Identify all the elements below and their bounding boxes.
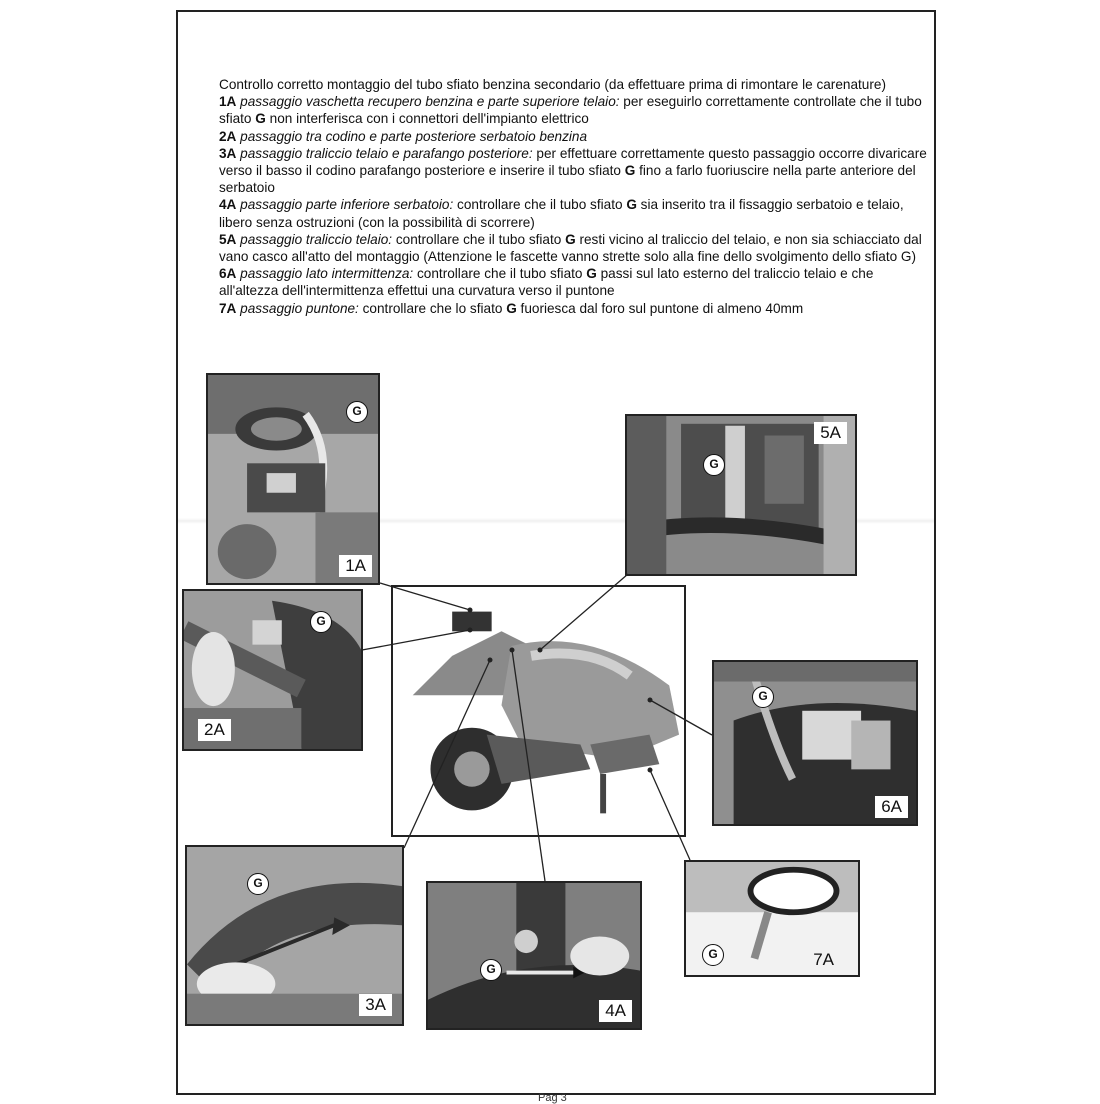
- step-title: passaggio puntone:: [240, 300, 359, 316]
- g-marker: G: [702, 944, 724, 966]
- step-text: per eseguirlo correttamente controllate che il tubo sfiato: [219, 94, 922, 127]
- step-code: 1A: [219, 94, 237, 110]
- photo-label: 6A: [875, 796, 908, 818]
- g-marker: G: [310, 611, 332, 633]
- step-text: fuoriesca dal foro sul puntone di almeno 40mm: [516, 300, 804, 316]
- step-text: non interferisca con i connettori dell'impianto elettrico: [265, 111, 589, 127]
- step-text: fino a farlo fuoriuscire nella parte anteriore del serbatoio: [219, 163, 916, 196]
- photo-6a: [712, 660, 918, 826]
- step-text: controllare che il tubo sfiato: [453, 197, 627, 213]
- step-title: passaggio lato intermittenza:: [240, 266, 414, 282]
- instructions-text: [219, 76, 931, 317]
- g-marker: G: [346, 401, 368, 423]
- photo-1a: [206, 373, 380, 585]
- step-g: G: [506, 300, 517, 316]
- step-6a: [219, 265, 931, 299]
- step-text: passi sul lato esterno del traliccio telaio e che all'altezza dell'intermittenza effettui una curvatura verso il puntone: [219, 266, 874, 299]
- step-text: sia inserito tra il fissaggio serbatoio e telaio, libero senza ostruzioni (con la possibilità di scorrere): [219, 197, 904, 230]
- g-marker: G: [247, 873, 269, 895]
- g-marker: G: [480, 959, 502, 981]
- photo-label: 2A: [198, 719, 231, 741]
- photo-label: 3A: [359, 994, 392, 1016]
- step-g: G: [626, 197, 637, 213]
- step-text: resti vicino al traliccio del telaio, e non sia schiacciato dal vano casco all'atto del montaggio (Attenzione le fascette vanno strette solo alla fine dello svolgimento dello sfiato G): [219, 231, 922, 265]
- scooter-image: [393, 587, 684, 835]
- intro-paragraph: Controllo corretto montaggio del tubo sfiato benzina secondario (da effettuare prima di rimontare le carenature): [219, 77, 886, 92]
- step-7a: [219, 300, 931, 317]
- step-g: G: [586, 266, 597, 282]
- photo-4a: [426, 881, 642, 1030]
- step-code: 4A: [219, 197, 237, 213]
- step-4a: [219, 196, 931, 230]
- step-text: per effettuare correttamente questo passaggio occorre divaricare verso il basso il codino parafango posteriore e inserire il tubo sfiato: [219, 145, 927, 179]
- step-title: passaggio vaschetta recupero benzina e parte superiore telaio:: [240, 94, 620, 110]
- photo-7a: [684, 860, 860, 977]
- step-title: passaggio traliccio telaio:: [240, 231, 393, 247]
- step-code: 7A: [219, 300, 237, 316]
- step-g: G: [624, 163, 636, 179]
- step-code: 2A: [219, 128, 237, 144]
- photo-label: 5A: [814, 422, 847, 444]
- step-text: controllare che lo sfiato: [358, 300, 507, 316]
- photo-label: 4A: [599, 1000, 632, 1022]
- step-text: controllare che il tubo sfiato: [392, 231, 566, 247]
- photo-scooter-overview: [391, 585, 686, 837]
- g-marker: G: [752, 686, 774, 708]
- step-text: controllare che il tubo sfiato: [413, 266, 587, 282]
- photo-2a: [182, 589, 363, 751]
- step-5a: [219, 231, 931, 265]
- page-number: Pag 3: [538, 1092, 567, 1104]
- step-2a: [219, 128, 931, 145]
- step-code: 6A: [219, 266, 237, 282]
- step-title: passaggio traliccio telaio e parafango posteriore:: [240, 145, 533, 161]
- photo-3a: [185, 845, 404, 1026]
- step-g: G: [565, 231, 576, 247]
- step-1a: [219, 93, 931, 127]
- photo-label: 1A: [339, 555, 372, 577]
- photo-5a: [625, 414, 857, 576]
- step-code: 5A: [219, 231, 237, 247]
- step-3a: [219, 145, 931, 197]
- g-marker: G: [703, 454, 725, 476]
- step-g: G: [255, 111, 266, 127]
- step-code: 3A: [219, 145, 237, 161]
- step-title: passaggio parte inferiore serbatoio:: [240, 197, 454, 213]
- step-title: passaggio tra codino e parte posteriore serbatoio benzina: [240, 128, 588, 144]
- photo-label: 7A: [813, 950, 834, 969]
